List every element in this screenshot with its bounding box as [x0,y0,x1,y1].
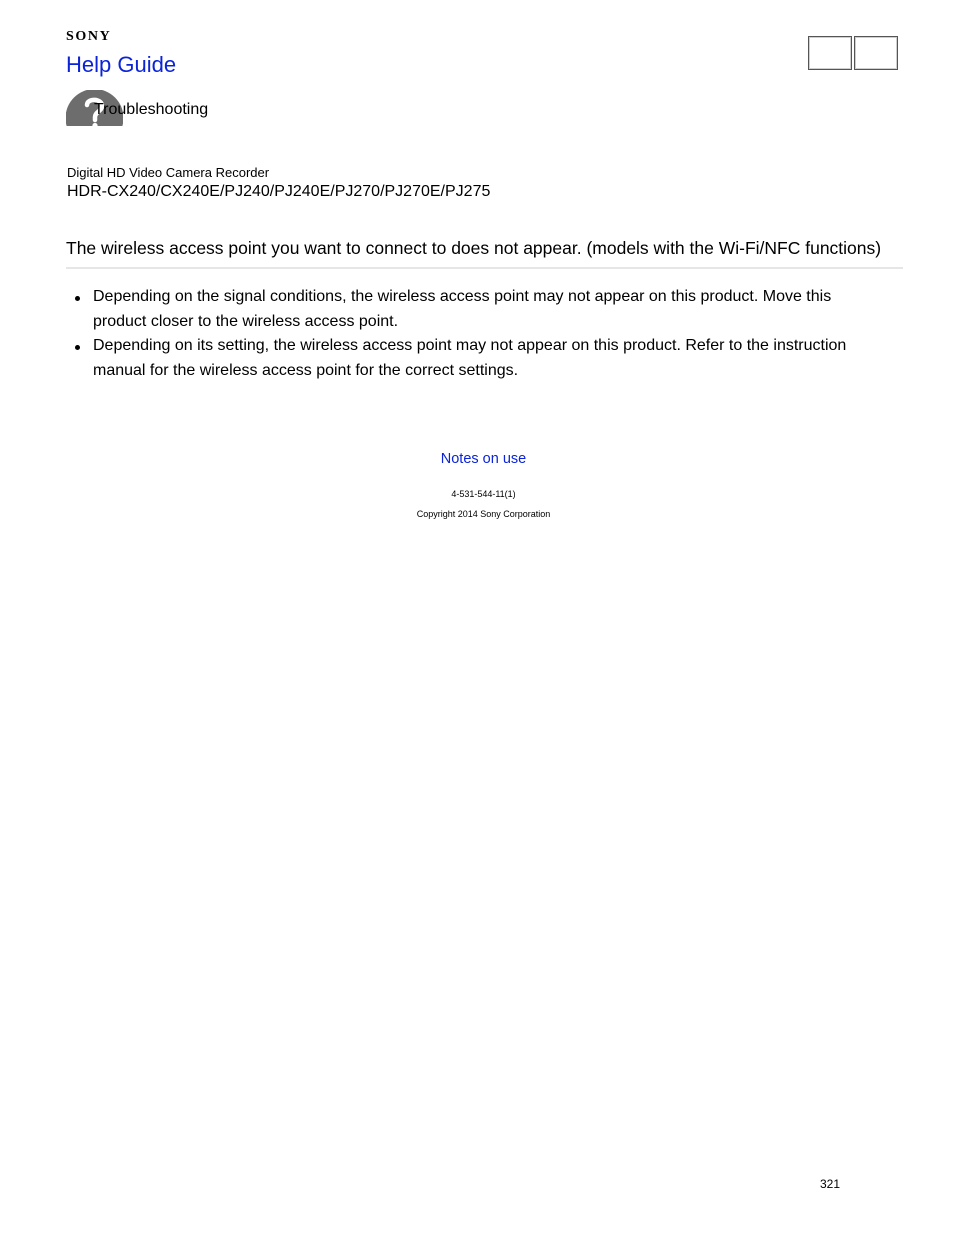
next-page-button[interactable] [854,36,898,70]
page-number: 321 [820,1177,841,1191]
page-title: The wireless access point you want to connect to does not appear. (models with the Wi-Fi/NFC functions) [66,238,882,258]
document-number: 4-531-544-11(1) [451,489,516,499]
help-guide-title-link[interactable]: Help Guide [66,52,177,77]
list-item: Depending on its setting, the wireless access point may not appear on this product. Refer to the instruction manual for the wireless access point for the correct settings. [66,334,886,383]
notes-on-use-link[interactable]: Notes on use [440,451,527,467]
model-list: HDR-CX240/CX240E/PJ240/PJ240E/PJ270/PJ270E/PJ275 [67,183,491,200]
product-type: Digital HD Video Camera Recorder [67,165,270,180]
sony-logo: SONY [66,29,112,44]
list-item: Depending on the signal conditions, the wireless access point may not appear on this product. Move this product closer to the wireless access point. [66,285,886,334]
title-divider [66,267,903,269]
copyright-notice: Copyright 2014 Sony Corporation [416,509,551,519]
troubleshooting-list [66,285,886,383]
previous-page-button[interactable] [808,36,852,70]
page-nav-buttons [808,36,898,70]
section-breadcrumb: Troubleshooting [94,101,209,118]
